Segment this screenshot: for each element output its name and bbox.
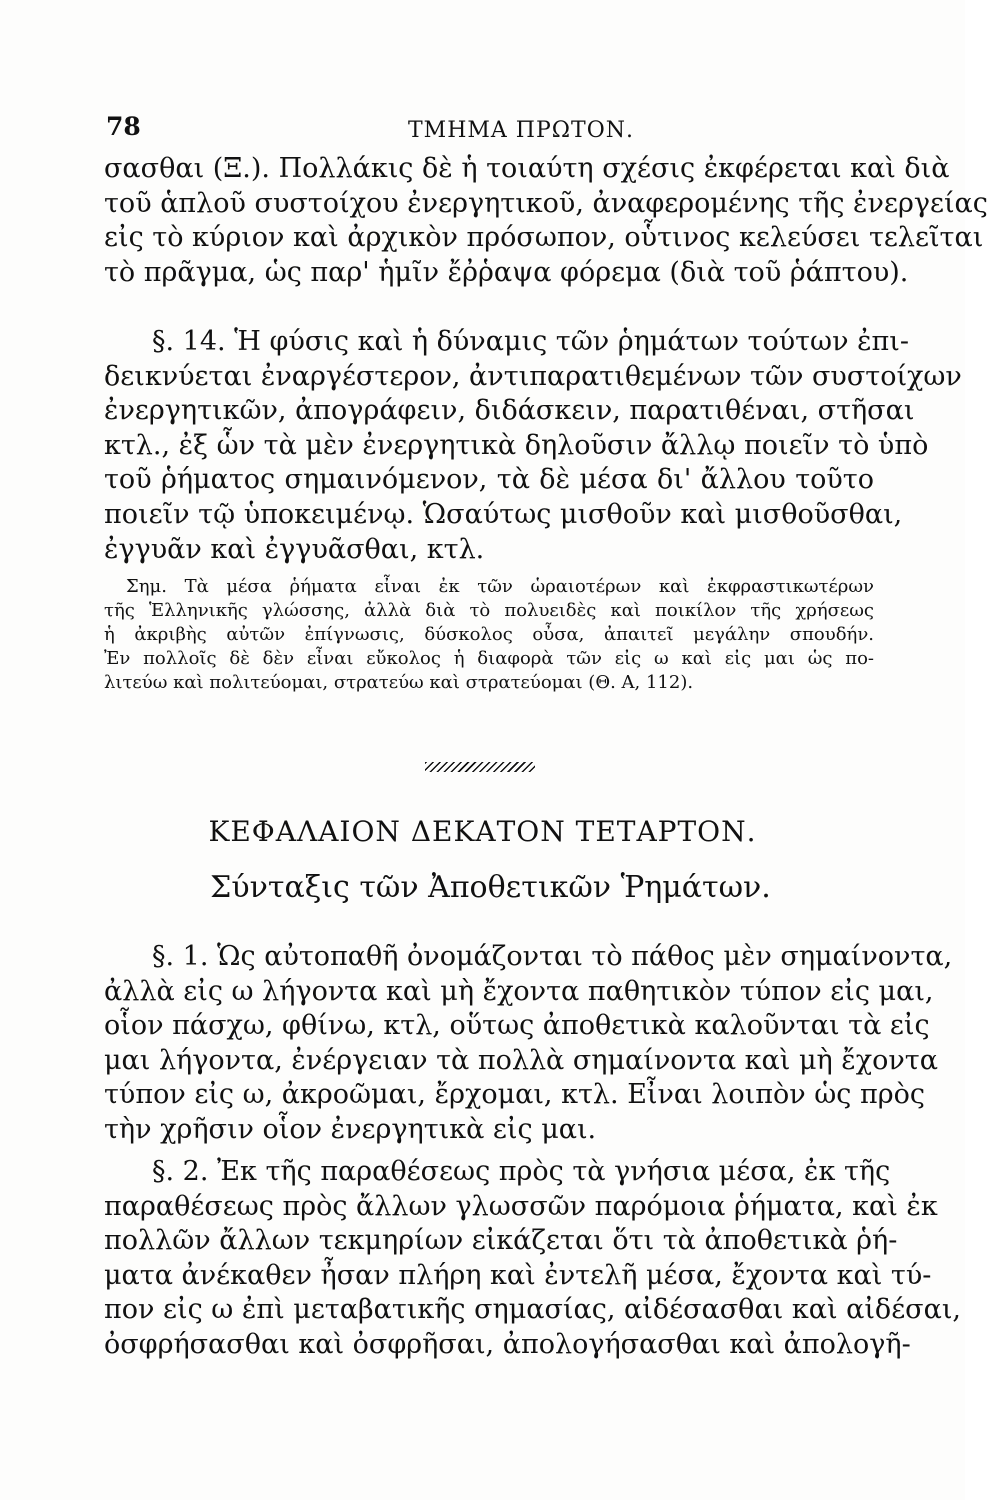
note-line: Σημ. Τὰ μέσα ῥήματα εἶναι ἐκ τῶν ὡραιοτέρων καὶ ἐκφραστικωτέρων [126, 576, 874, 597]
chapter-title: ΚΕΦΑΛΑΙΟΝ ΔΕΚΑΤΟΝ ΤΕΤΑΡΤΟΝ. [208, 815, 757, 848]
text-line: οἷον πάσχω, φθίνω, κτλ, οὕτως ἀποθετικὰ καλοῦνται τὰ εἰς [104, 1010, 930, 1042]
text-line: §. 1. Ὡς αὐτοπαθῆ ὀνομάζονται τὸ πάθος μὲν σημαίνοντα, [152, 941, 953, 972]
note-line: λιτεύω καὶ πολιτεύομαι, στρατεύω καὶ στρατεύομαι (Θ. Α, 112). [104, 672, 694, 693]
text-line: ἐγγυᾶν καὶ ἐγγυᾶσθαι, κτλ. [104, 533, 485, 565]
text-line: πολλῶν ἄλλων τεκμηρίων εἰκάζεται ὅτι τὰ ἀποθετικὰ ῥή- [104, 1225, 898, 1257]
text-line: εἰς τὸ κύριον καὶ ἀρχικὸν πρόσωπον, οὗτινος κελεύσει τελεῖται [104, 222, 984, 254]
note-line: Ἐν πολλοῖς δὲ δὲν εἶναι εὔκολος ἡ διαφορὰ τῶν εἰς ω καὶ εἰς μαι ὡς πο- [104, 648, 874, 669]
text-line: σασθαι (Ξ.). Πολλάκις δὲ ἡ τοιαύτη σχέσις ἐκφέρεται καὶ διὰ [104, 153, 950, 184]
text-line: τὴν χρῆσιν οἷον ἐνεργητικὰ εἰς μαι. [104, 1113, 597, 1145]
decorative-wavy-rule [425, 762, 535, 772]
text-line: τύπον εἰς ω, ἀκροῶμαι, ἔρχομαι, κτλ. Εἶναι λοιπὸν ὡς πρὸς [104, 1079, 925, 1111]
text-line: τὸ πρᾶγμα, ὡς παρ' ἡμῖν ἔῤῥαψα φόρεμα (διὰ τοῦ ῥάπτου). [104, 256, 909, 288]
text-line: ἐνεργητικῶν, ἀπογράφειν, διδάσκειν, παρατιθέναι, στῆσαι [104, 395, 915, 427]
page-header [106, 112, 866, 152]
text-line: ἀλλὰ εἰς ω λήγοντα καὶ μὴ ἔχοντα παθητικὸν τύπον εἰς μαι, [104, 975, 934, 1007]
text-line: δεικνύεται ἐναργέστερον, ἀντιπαρατιθεμένων τῶν συστοίχων [104, 360, 962, 392]
text-line: §. 14. Ἡ φύσις καὶ ἡ δύναμις τῶν ῥημάτων τούτων ἐπι- [152, 326, 910, 357]
chapter-subtitle: Σύνταξις τῶν Ἀποθετικῶν Ῥημάτων. [210, 870, 771, 905]
text-line: τοῦ ἁπλοῦ συστοίχου ἐνεργητικοῦ, ἀναφερομένης τῆς ἐνεργείας [104, 187, 988, 219]
page-number: 78 [106, 112, 141, 141]
text-line: ὀσφρήσασθαι καὶ ὀσφρῆσαι, ἀπολογήσασθαι καὶ ἀπολογῆ- [104, 1328, 911, 1360]
text-line: ποιεῖν τῷ ὑποκειμένῳ. Ὡσαύτως μισθοῦν καὶ μισθοῦσθαι, [104, 498, 903, 530]
paragraph-4 [104, 1155, 962, 1363]
text-line: πον εἰς ω ἐπὶ μεταβατικῆς σημασίας, αἰδέσασθαι καὶ αἰδέσαι, [104, 1294, 962, 1326]
paragraph-3 [104, 940, 953, 1148]
paragraph-1 [104, 152, 988, 290]
text-line: §. 2. Ἐκ τῆς παραθέσεως πρὸς τὰ γνήσια μέσα, ἐκ τῆς [152, 1156, 891, 1187]
running-title: ΤΜΗΜΑ ΠΡΩΤΟΝ. [408, 118, 634, 143]
text-line: τοῦ ῥήματος σημαινόμενον, τὰ δὲ μέσα δι' ἄλλου τοῦτο [104, 464, 874, 496]
paragraph-2 [104, 325, 962, 567]
footnote [104, 575, 874, 695]
text-line: ματα ἀνέκαθεν ἦσαν πλήρη καὶ ἐντελῆ μέσα, ἔχοντα καὶ τύ- [104, 1259, 932, 1291]
note-line: ἡ ἀκριβὴς αὐτῶν ἐπίγνωσις, δύσκολος οὖσα, ἀπαιτεῖ μεγάλην σπουδήν. [104, 624, 874, 645]
text-line: κτλ., ἐξ ὧν τὰ μὲν ἐνεργητικὰ δηλοῦσιν ἄλλῳ ποιεῖν τὸ ὑπὸ [104, 429, 929, 461]
text-line: μαι λήγοντα, ἐνέργειαν τὰ πολλὰ σημαίνοντα καὶ μὴ ἔχοντα [104, 1044, 938, 1076]
note-line: τῆς Ἑλληνικῆς γλώσσης, ἀλλὰ διὰ τὸ πολυειδὲς καὶ ποικίλον τῆς χρήσεως [104, 600, 874, 621]
text-line: παραθέσεως πρὸς ἄλλων γλωσσῶν παρόμοια ῥήματα, καὶ ἐκ [104, 1190, 938, 1222]
